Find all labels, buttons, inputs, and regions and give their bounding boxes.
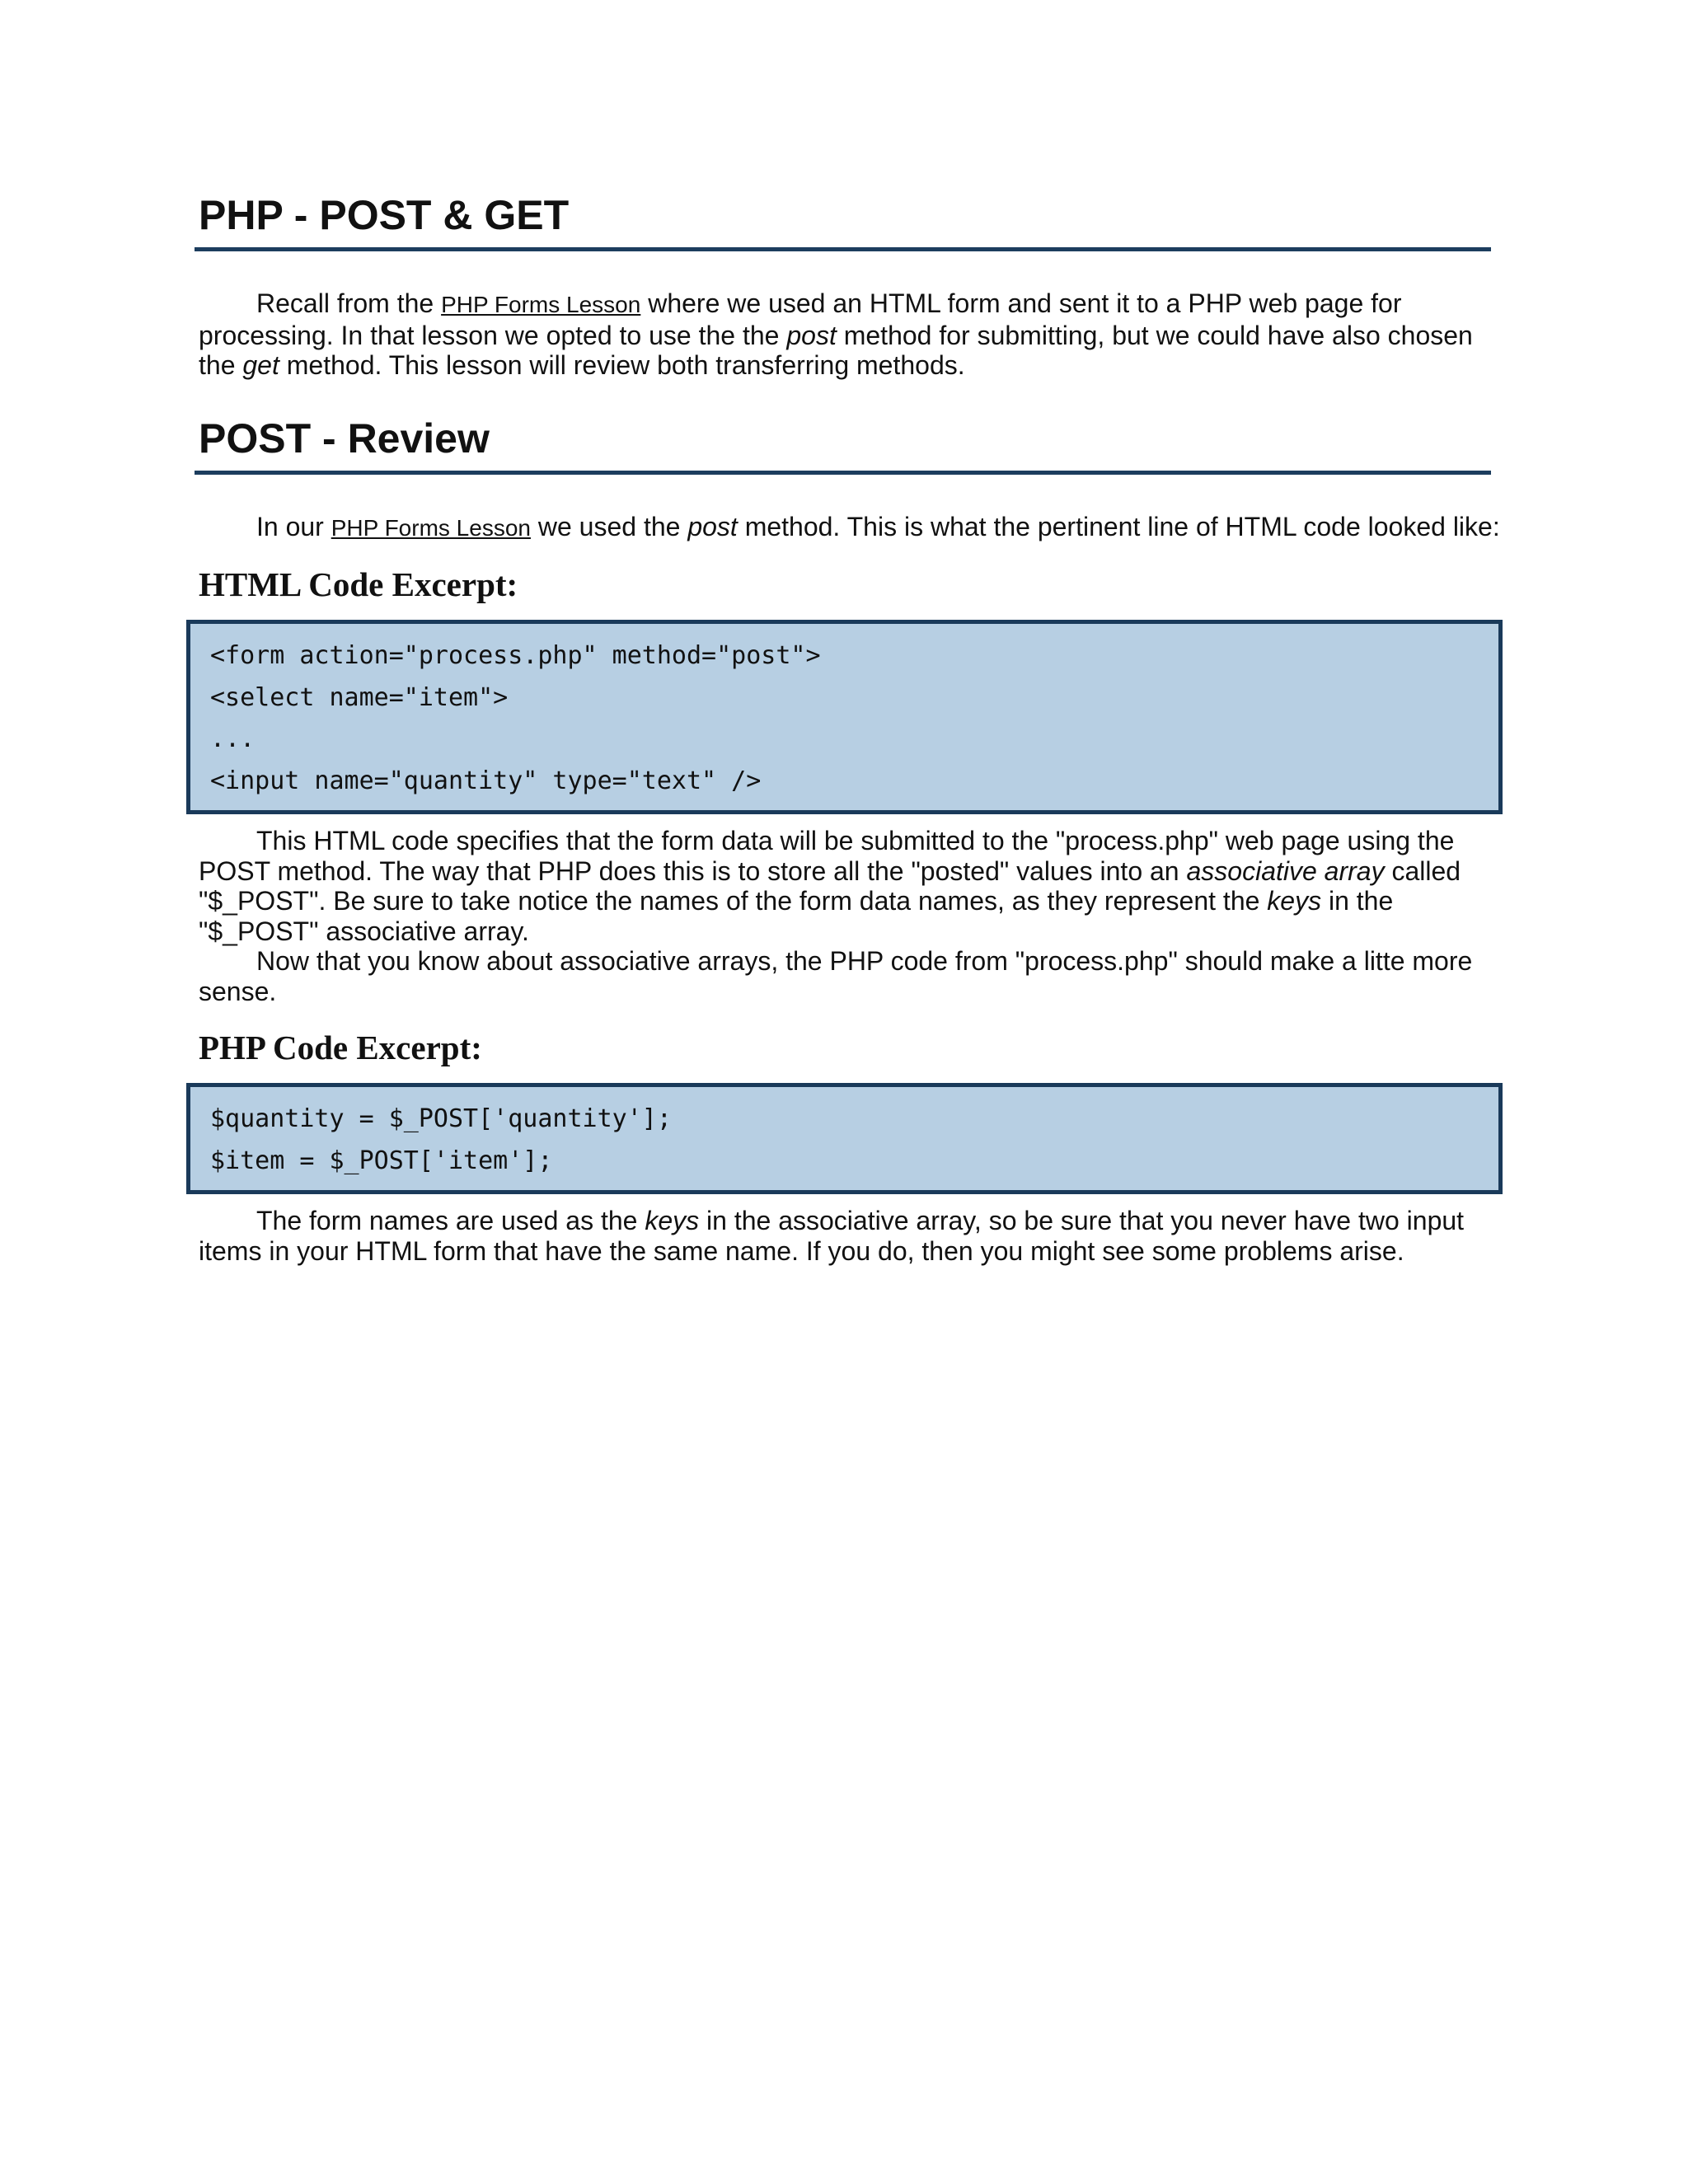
emphasis-text: post bbox=[786, 320, 837, 350]
code-line: <form action="process.php" method="post"> bbox=[210, 641, 821, 670]
html-code-block bbox=[186, 620, 1503, 814]
text-run: we used the bbox=[530, 511, 688, 541]
text-run: Recall from the bbox=[256, 288, 442, 318]
emphasis-text: keys bbox=[1267, 886, 1322, 916]
section-heading-post-review: POST - Review bbox=[199, 415, 490, 462]
page-title: PHP - POST & GET bbox=[199, 192, 570, 238]
text-run: This HTML code specifies that the form data will be submitted to the "process.php" web page using the POST method. The way that PHP does this is to store all the "posted" values into an bbox=[199, 826, 1455, 886]
emphasis-text: get bbox=[242, 350, 279, 380]
form-names-paragraph bbox=[199, 1206, 1501, 1266]
code-line: <input name="quantity" type="text" /> bbox=[210, 766, 762, 795]
text-run: method. This is what the pertinent line of HTML code looked like: bbox=[737, 511, 1500, 541]
title-divider bbox=[195, 247, 1491, 251]
text-run: method. This lesson will review both transferring methods. bbox=[279, 350, 965, 380]
emphasis-text: associative array bbox=[1186, 855, 1385, 886]
text-run: The form names are used as the bbox=[256, 1206, 645, 1235]
document-page bbox=[199, 194, 1501, 1266]
text-run: called "$_POST". Be sure to take notice the names of the form data names, as they represent the bbox=[199, 855, 1461, 916]
code-line: $item = $_POST['item']; bbox=[210, 1146, 553, 1175]
post-explanation-paragraph bbox=[199, 826, 1501, 946]
php-forms-lesson-link[interactable]: PHP Forms Lesson bbox=[441, 292, 641, 317]
text-run: where we used an HTML form and sent it to a PHP web page for processing. In that lesson we opted to use the the bbox=[199, 288, 1402, 350]
text-run: method for submitting, but we could have also chosen the bbox=[199, 320, 1473, 380]
php-code-block bbox=[186, 1083, 1503, 1194]
php-forms-lesson-link[interactable]: PHP Forms Lesson bbox=[331, 514, 531, 541]
associative-array-paragraph: Now that you know about associative arrays, the PHP code from "process.php" should make a litte more sense. bbox=[199, 946, 1473, 1006]
code-line: <select name="item"> bbox=[210, 682, 509, 712]
text-run: In our bbox=[256, 511, 331, 541]
code-line: ... bbox=[210, 724, 256, 753]
intro-paragraph bbox=[199, 288, 1501, 381]
emphasis-text: post bbox=[687, 511, 738, 541]
php-code-caption: PHP Code Excerpt: bbox=[199, 1029, 482, 1066]
text-run: in the "$_POST" associative array. bbox=[199, 886, 1394, 946]
post-intro-paragraph bbox=[199, 512, 1501, 544]
html-code-caption: HTML Code Excerpt: bbox=[199, 565, 518, 603]
section-divider bbox=[195, 471, 1491, 475]
emphasis-text: keys bbox=[645, 1206, 700, 1235]
code-line: $quantity = $_POST['quantity']; bbox=[210, 1104, 672, 1133]
text-run: in the associative array, so be sure that you never have two input items in your HTML form that have the same name. If you do, then you might see some problems arise. bbox=[199, 1206, 1465, 1266]
